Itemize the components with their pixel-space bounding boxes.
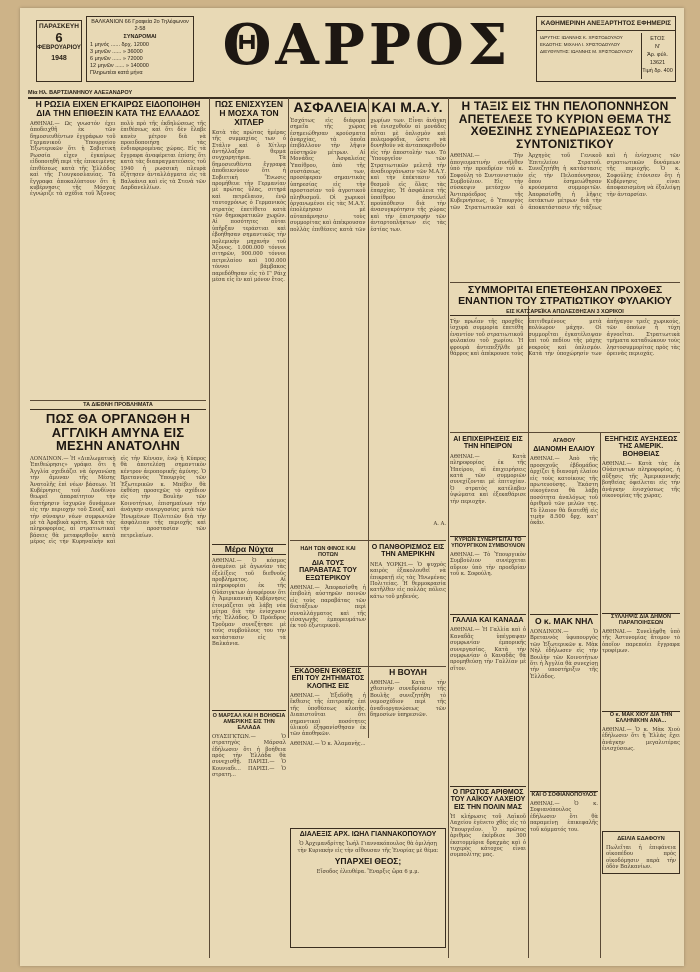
article-body: ΑΘΗΝΑΙ.— Ὁ κ. Ἀλαμανὴς... — [290, 740, 366, 747]
article-body: ΑΘΗΝΑΙ.— Ἀπὸ τῆς προσεχοῦς ἑβδομάδος ἀρχίζει ἡ διανομὴ ἐλαίου εἰς τοὺς κατοίκους τῆς πρωτευούσης. Ἑκάστη οἰκογένεια θὰ λάβῃ ποσότητα ἀναλόγως τοῦ ἀριθμοῦ τῶν μελῶν της. Τὸ ἔλαιον θὰ διατεθῇ εἰς τιμὴν 8.500 δρχ. κατ' ὀκᾶν. — [530, 456, 598, 527]
headline: ΑΣΦΑΛΕΙΑ ΚΑΙ Μ.Α.Υ. — [293, 100, 443, 115]
article-body: ΑΘΗΝΑΙ.— Κατὰ τὰς ἐκ Οὐάσιγκτων πληροφορίας, ἡ αὔξησις τῆς Ἀμερικανικῆς βοηθείας ὀφείλεται εἰς τὴν ἀνάγκην ἐνισχύσεως τῆς οἰκονομίας τῆς χώρας. — [602, 461, 680, 500]
divider — [290, 540, 446, 541]
article-body: ΛΟΝΔΙΝΟΝ.— Ὁ Βρεταννὸς ὑφυπουργὸς τῶν Ἐξωτερικῶν κ. Μὰκ Νὴλ ἐδήλωσεν εἰς τὴν Βουλὴν τῶν Κοινοτήτων ὅτι ἡ Ἀγγλία θὰ συνεχίσῃ τὴν ὑποστήριξιν τῆς Ἑλλάδος. — [530, 628, 598, 680]
signoff: Α. Α. — [433, 520, 446, 527]
subheadline: ΕΙΣ ΚΑΤΣΑΡΕΪΚΑ ΑΠΩΛΕΣΘΗΣΑΝ 3 ΧΩΡΙΚΟΙ — [450, 309, 680, 316]
article-body: ΑΘΗΝΑΙ.— Ὁ κόσμος ἀναμένει μὲ ἀγωνίαν τὰς ἐξελίξεις τοῦ διεθνοῦς προβλήματος. Αἱ πληροφορίαι ἐκ τῆς Οὐάσιγκτων ἀναφέρουν ὅτι ἡ Ἀμερικανικὴ Κυβέρνησις ἑτοιμάζεται νὰ λάβῃ νέα μέτρα διὰ τὴν ἐνίσχυσιν τῆς Ἑλλάδος. Ὁ Πρόεδρος Τροῦμαν συνεζήτησε μὲ τοὺς συμβούλους του τὴν κατάστασιν εἰς τὰ Βαλκάνια. — [212, 557, 286, 647]
headline: ΑΙ ΕΠΙΧΕΙΡΗΣΕΙΣ ΕΙΣ ΤΗΝ ΗΠΕΙΡΟΝ — [453, 436, 523, 451]
staff-line: ΔΙΕΥΘΥΝΤΗΣ: ΙΩΑΝΝΗΣ Μ. ΧΡΙΣΤΟΔΟΥΛΟΥ — [540, 49, 633, 54]
headline: ΠΩΣ ΘΑ ΟΡΓΑΝΩΘΗ Η ΑΓΓΛΙΚΗ ΑΜΥΝΑ ΕΙΣ ΜΕΣΗΝ ΑΝΑΤΟΛΗΝ — [45, 411, 191, 454]
article-russia — [30, 100, 206, 400]
article-moscow-hitler — [212, 100, 286, 960]
column-rule — [288, 98, 289, 738]
article-parliament — [370, 668, 446, 818]
article-america-cold — [370, 544, 446, 664]
kicker: ΤΑ ΔΙΕΘΝΗ ΠΡΟΒΛΗΜΑΤΑ — [30, 402, 206, 410]
classified-ad — [602, 831, 680, 874]
subheadline: Ο κ. ΜΑΚ ΧΙΟΥ ΔΙΑ ΤΗΝ ΕΛΛΗΝΙΚΗΝ ΑΝΑ... — [602, 711, 680, 724]
article-body: ΑΘΗΝΑΙ.— Ἡ Γαλλία καὶ ὁ Καναδᾶς ὑπέγραψαν συμφωνίαν ἐμπορικῆς συνεργασίας. Κατὰ τὴν συμφωνίαν ὁ Καναδᾶς θὰ προμηθεύσῃ τὴν Γαλλίαν μὲ σῖτον. — [450, 627, 526, 672]
kicker: ΑΓΑΘΟΥ — [552, 438, 576, 444]
article-body: ΝΕΑ ΥΟΡΚΗ.— Ὁ ψυχρὸς καιρὸς ἐξακολουθεῖ νὰ ἐπικρατῇ εἰς τὰς Ἡνωμένας Πολιτείας. Ἡ θερμοκρασία κατῆλθεν εἰς πολλὰς πόλεις κάτω τοῦ μηδενός. — [370, 561, 446, 600]
column-rule — [209, 98, 210, 958]
article-body: ΑΘΗΝΑΙ.— Ως γνωστόν έχει ἀποδειχθῆ ἐκ τῶν δημοσιευθέντων ἐγγράφων τοῦ Γερμανικοῦ Ὑπουργείου Ἐξωτερικῶν ὅτι ἡ Σοβιετική Ρωσσία εἶχεν ἐγκαίρως εἰδοποιηθῆ περὶ τῆς ἐπικειμένης ἐπιθέσεως κατὰ τῆς Ἑλλάδος καὶ τῆς Γιουγκοσλαυΐας. Τὰ ἔγγραφα ἀποκαλύπτουν ὅτι ἡ κυβέρνησις τῆς Μόσχας ἐγνώριζε τὰ σχέδια τοῦ Ἄξονος πολὺ πρὸ τῆς ἐκδηλώσεως τῆς ἐπιθέσεως καὶ ὅτι δὲν ἔλαβε κανὲν μέτρον διὰ νὰ προειδοποιήσῃ τὰς ἐνδιαφερομένας χώρας. Εἰς τὰ ἔγγραφα ἀναφέρεται ἐπίσης ὅτι κατὰ τὰς διαπραγματεύσεις τοῦ 1940 ἡ ρωσσικὴ πλευρὰ ἐζήτησεν ἀνταλλάγματα εἰς τὰ Βαλκάνια καὶ εἰς τὰ Στενὰ τῶν Δαρδανελλίων. — [30, 120, 206, 198]
headline: ΕΞΗΓΗΣΙΣ ΑΥΞΗΣΕΩΣ ΤΗΣ ΑΜΕΡΙΚ. ΒΟΗΘΕΙΑΣ — [604, 436, 678, 458]
article-body: ΑΘΗΝΑΙ.— Τὴν ἀπογευματινὴν συνῆλθεν ὑπὸ τὴν προεδρίαν τοῦ κ. Σοφούλη τὸ Συντονιστικὸν Συμβούλιον. Εἰς τὴν σύσκεψιν μετέσχον ὁ Ἀντιπρόεδρος τῆς Κυβερνήσεως, ὁ Ὑπουργὸς τῶν Στρατιωτικῶν καὶ ὁ Ἀρχηγὸς τοῦ Γενικοῦ Ἐπιτελείου Στρατοῦ. Συνεζητήθη ἡ κατάστασις εἰς τὴν Πελοπόννησον, ὅπου ἐσημειώθησαν κρούσματα συμμοριτῶν. Ἀπεφασίσθη ἡ λῆψις ἐκτάκτων μέτρων διὰ τὴν ἀποκατάστασιν τῆς τάξεως καὶ ἡ ἐνίσχυσις τῶν στρατιωτικῶν δυνάμεων τῆς περιοχῆς. Ὁ κ. Σοφούλης ἐτόνισεν ὅτι ἡ Κυβέρνησις εἶναι ἀποφασισμένη νὰ ἐξαλείψῃ τὴν ἀνταρσίαν. — [450, 153, 680, 211]
section-kicker: Μέρα Νύχτα — [212, 544, 286, 555]
article-body: Τὴν πρωΐαν τῆς προχθὲς ἰσχυρὰ συμμορία ἐπετέθη ἐναντίον τοῦ στρατιωτικοῦ φυλακίου τοῦ χωρίου. Ἡ φρουρὰ ἀντεπεξῆλθε μὲ θάρρος καὶ ἀπέκρουσε τοὺς ἐπιτιθεμένους μετὰ πολύωρον μάχην. Οἱ συμμορῖται ἐγκατέλειψαν ἐπὶ τοῦ πεδίου τῆς μάχης νεκροὺς καὶ ὁπλισμόν. Κατὰ τὴν ὑποχώρησίν των ἀπήγαγον τρεῖς χωρικούς, τῶν ὁποίων ἡ τύχη ἀγνοεῖται. Στρατιωτικὰ τμήματα καταδιώκουν τοὺς ληστοσυμμορίτας πρὸς τὰς ὀρεινὰς περιοχάς. — [450, 319, 680, 358]
ad-title: ΔΕΙΛΙΑ ΕΔΑΦΟΥΝ — [617, 836, 665, 843]
notice-body: Ὁ Ἀρχιμανδρίτης Ἰωὴλ Γιαννακόπουλος θὰ ὁμιλήσῃ τὴν Κυριακὴν εἰς τὴν αἴθουσαν τῆς Ἐνορίας μὲ θέμα: — [297, 841, 439, 854]
article-body: Κατὰ τὰς πρώτας ἡμέρας τῆς συμμαχίας των ὁ Στάλιν καὶ ὁ Χίτλερ ἀντήλλαξαν θερμὰ συγχαρητήρια. Τὰ δημοσιευθέντα ἔγγραφα ἀποδεικνύουν ὅτι ἡ Σοβιετικὴ Ἕνωσις προμήθευε τὴν Γερμανίαν μὲ πρώτας ὕλας, σιτηρά καὶ πετρέλαιον, ἐνῷ ταυτοχρόνως ὁ Γερμανικὸς στρατὸς ἐπετίθετο κατὰ τῶν δημοκρατικῶν χωρῶν. Αἱ ποσότητες αὗται ὑπῆρξαν τεράστιαι καὶ ἐβοήθησαν σημαντικῶς τὴν πολεμικὴν μηχανὴν τοῦ Ἄξονος. 1.000.000 τόννοι σιτηρῶν, 900.000 τόννοι πετρελαίου καὶ 100.000 τόννοι βάμβακος παρεδόθησαν εἰς τὸ Γ' Ράιχ μέσα εἰς ἓν καὶ μόνον ἔτος. — [212, 129, 286, 284]
column-rule — [448, 98, 449, 958]
tagline: ΚΑΘΗΜΕΡΙΝΗ ΑΝΕΞΑΡΤΗΤΟΣ ΕΦΗΜΕΡΙΣ — [537, 17, 675, 31]
subheadline: ΣΥΛΛΗΨΙΣ ΔΙΑ ΔΗΜΟΝ ΠΑΡΑΠΟΙΗΣΕΩΝ — [602, 613, 680, 626]
price-line: Ν' — [654, 44, 661, 50]
subscription-line: 1 μηνός ...... δρχ. 12000 — [90, 42, 149, 48]
day-number: 6 — [55, 30, 63, 45]
publisher-box — [536, 16, 676, 82]
article-peloponnese — [450, 100, 680, 280]
article-body: Ἐσχάτως εἰς διάφορα σημεῖα τῆς χώρας ἐσημειώθησαν κρούσματα ἀναρχίας, τὰ ὁποῖα ἐπιβάλλουν τὴν λῆψιν αὐστηρῶν μέτρων. Αἱ Μονάδες Ἀσφαλείας Ὑπαίθρου, ἀπὸ τῆς συστάσεως των, προσέφεραν σημαντικὰς ὑπηρεσίας εἰς τὴν προστασίαν τοῦ ἀγροτικοῦ πληθυσμοῦ. Οἱ χωρικοὶ ὀργανωμένοι εἰς τὰς Μ.Α.Υ. ἐπολέμησαν μὲ αὐταπάρνησιν τοὺς συμμορίτας καὶ ἀπέκρουσαν πολλὰς ἐπιθέσεις κατὰ τῶν χωρίων των. Εἶναι ἀνάγκη νὰ ἐνισχυθοῦν αἱ μονάδες αὗται μὲ ὁπλισμὸν καὶ πολεμοφόδια, ὥστε νὰ δυνηθοῦν νὰ ἀνταποκριθοῦν εἰς τὴν ἀποστολήν των. Τὸ Ὑπουργεῖον τῶν Στρατιωτικῶν μελετᾷ τὴν ἀναδιοργάνωσιν τῶν Μ.Α.Υ. καὶ τὴν ἐπέκτασιν τοῦ θεσμοῦ εἰς ὅλας τὰς ἐπαρχίας. Ἡ ἀσφάλεια τῆς ὑπαίθρου ἀποτελεῖ προϋπόθεσιν διὰ τὴν ἀνασυγκρότησιν τῆς χώρας καὶ τὴν ἐπιστροφὴν τῶν ἀνταρτοπλήκτων εἰς τὰς ἑστίας των. — [290, 117, 446, 233]
article-epirus — [450, 436, 526, 612]
date-box — [36, 20, 82, 82]
article-body: ΛΟΝΔΙΝΟΝ.— Ἡ «Διπλωματικὴ Ἐπιθεώρησις» γράφει ὅτι ἡ Ἀγγλία σχεδιάζει νὰ ὀργανώσῃ τὴν ἄμυναν τῆς Μέσης Ἀνατολῆς ἐπὶ νέων βάσεων. Ἡ Κυβέρνησις τοῦ Λονδίνου θεωρεῖ ἀπαραίτητον τὴν διατήρησιν ἰσχυρῶν δυνάμεων εἰς τὴν περιοχὴν τοῦ Σουέζ καὶ τὴν σύναψιν νέων συμφωνιῶν μὲ τὰ Ἀραβικὰ κράτη. Κατὰ τὰς πληροφορίας, αἱ στρατιωτικαὶ βάσεις θὰ μεταφερθοῦν κατὰ μέρος εἰς τὴν Κυρηναϊκὴν καὶ εἰς τὴν Κένυαν, ἐνῷ ἡ Κύπρος θὰ ἀποτελέσῃ σημαντικὸν κέντρον ἀεροπορικῆς ἀμύνης. Ὁ Βρεταννὸς Ὑπουργὸς τῶν Ἐξωτερικῶν κ. Μπέβιν θὰ ἐκθέσῃ προσεχῶς τὸ σχέδιον εἰς τὴν Βουλὴν τῶν Κοινοτήτων, ἐπισημαίνων τὴν ἀνάγκην συνεργασίας μετὰ τῶν Ἡνωμένων Πολιτειῶν διὰ τὴν ἀσφάλειαν τῆς περιοχῆς καὶ τὴν προστασίαν τῶν πετρελαίων. — [30, 455, 206, 546]
column-rule — [600, 432, 601, 958]
article-english-defense — [30, 402, 206, 962]
subscription-line: 12 μηνῶν ...... » 140000 — [90, 63, 149, 69]
article-body: ΑΘΗΝΑΙ.— Ἀπεφασίσθη ἡ ἐπιβολὴ αὐστηρῶν ποινῶν εἰς τοὺς παραβάτας τῶν διατάξεων περὶ συναλλάγματος καὶ τῆς εἰσαγωγῆς ἐμπορευμάτων ἐκ τοῦ ἐξωτερικοῦ. — [290, 585, 366, 630]
article-body: ΑΘΗΝΑΙ.— Συνελήφθη ὑπὸ τῆς Ἀστυνομίας ἄτομον τὸ ὁποῖον παρεποίει ἔγγραφα τροφίμων. — [602, 629, 680, 655]
divider — [30, 400, 206, 401]
article-body: ΑΘΗΝΑΙ.— Κατὰ τὴν χθεσινὴν συνεδρίασιν τῆς Βουλῆς συνεζητήθη τὸ νομοσχέδιον περὶ τῆς ἀναδιοργανώσεως τῶν δημοσίων ὑπηρεσιῶν. — [370, 679, 446, 718]
headline: ΔΙΑΝΟΜΗ ΕΛΑΙΟΥ — [533, 446, 595, 453]
headline: Ο ΠΡΩΤΟΣ ΑΡΙΘΜΟΣ ΤΟΥ ΛΑΪΚΟΥ ΛΑΧΕΙΟΥ ΕΙΣ ΤΗΝ ΠΟΛΙΝ ΜΑΣ — [450, 786, 526, 811]
article-body: ΑΘΗΝΑΙ.— Τὸ Ὑπουργικὸν Συμβούλιον συνέρχεται αὔριον ὑπὸ τὴν προεδρίαν τοῦ κ. Σοφούλη. — [450, 551, 526, 577]
price-box — [641, 33, 673, 79]
subscription-line: Πληρωτέαι κατά μήνα — [90, 70, 143, 76]
headline: ΣΥΜΜΟΡΙΤΑΙ ΕΠΕΤΕΘΗΣΑΝ ΠΡΟΧΘΕΣ ΕΝΑΝΤΙΟΝ ΤΟΥ ΣΤΡΑΤΙΩΤΙΚΟΥ ΦΥΛΑΚΙΟΥ — [458, 285, 672, 308]
subscription-line: 3 μηνῶν ...... » 36000 — [90, 49, 143, 55]
headline: Η ΡΩΣΙΑ ΕΙΧΕΝ ΕΓΚΑΙΡΩΣ ΕΙΔΟΠΟΙΗΘΗ ΔΙΑ ΤΗΝ ΕΠΙΘΕΣΙΝ ΚΑΤΑ ΤΗΣ ΕΛΛΑΔΟΣ — [35, 100, 201, 118]
article-france-canada — [450, 614, 526, 784]
day-of-week: ΠΑΡΑΣΚΕΥΗ — [39, 23, 79, 30]
newspaper-title: ΘΑΡΡΟΣ — [222, 12, 512, 78]
subscription-box — [86, 16, 194, 82]
subheadline: ΚΑΙ Ο ΣΟΦΙΑΝΟΠΟΥΛΟΣ — [531, 791, 597, 798]
address-line: Μία Ηλ. ΒΑΡΤΣΙΑΝΗΝΟΥ ΑΛΕΞΑΝΔΡΟΥ — [28, 90, 676, 99]
headline: Ο ΠΑΝΘΟΡΙΣΜΟΣ ΕΙΣ ΤΗΝ ΑΜΕΡΙΚΗΝ — [371, 544, 445, 559]
notice-title: ΔΙΑΛΕΞΙΣ ΑΡΧ. ΙΩΗΛ ΓΙΑΝΝΑΚΟΠΟΥΛΟΥ — [299, 831, 437, 838]
subscription-title: ΣΥΝΔΡΟΜΑΙ — [123, 34, 157, 40]
ad-body: Πωλεῖται ἡ ἐπιφάνεια οἰκοπέδου πρὸς οἰκοδόμησιν παρὰ τὴν ὁδὸν Βαλκανίων. — [606, 845, 676, 871]
article-body: ΑΘΗΝΑΙ.— Ἐξεδόθη ἡ ἔκθεσις τῆς ἐπιτροπῆς ἐπὶ τῆς ὑποθέσεως κλοπῆς. Διαπιστοῦται ὅτι σημαντικαὶ ποσότητες ὑλικοῦ ἐξηφανίσθησαν ἐκ τῶν ἀποθηκῶν. — [290, 693, 366, 738]
divider — [290, 666, 446, 667]
article-body: ΟΥΑΣΙΓΚΤΩΝ.— Ὁ στρατηγὸς Μάρσαλ ἐδήλωσεν ὅτι ἡ βοήθεια πρὸς τὴν Ἑλλάδα θὰ συνεχισθῇ. ΠΑΡΙΣΙ.— Ὁ Κουνιαδι... ΠΑΡΙΣΙ.— Ὁ στρατη... — [212, 733, 286, 779]
subscription-line: 6 μηνῶν ...... » 72000 — [90, 56, 143, 62]
article-lottery — [450, 786, 526, 956]
article-security — [290, 100, 446, 540]
headline: ΓΑΛΛΙΑ ΚΑΙ ΚΑΝΑΔΑ — [450, 614, 526, 624]
article-outpost-attack — [450, 285, 680, 430]
divider — [450, 432, 680, 433]
office-info: ΒΑΛΚΑΝΙΩΝ 66 Γραφεία 2ο Τηλέφωνον 2-58 — [91, 19, 189, 32]
article-violators — [290, 544, 366, 664]
article-body: Ἡ κλήρωσις τοῦ Λαϊκοῦ Λαχείου ἐγένετο χθὲς εἰς τὸ Ὑπουργεῖον. Ὁ πρῶτος ἀριθμὸς ἐκέρδισε 300 ἑκατομμύρια δραχμὰς καὶ ὁ τυχερὸς κάτοχος εἶναι συμπολίτης μας. — [450, 814, 526, 859]
price-line: ΕΤΟΣ — [650, 36, 665, 42]
staff-line: ΕΚΔΟΤΗΣ: ΜΙΧΑΗΛ Ι. ΧΡΙΣΤΟΔΟΥΛΟΥ — [540, 42, 621, 47]
headline: ΕΚΔΟΘΕΝ ΕΚΘΕΣΙΣ ΕΠΙ ΤΟΥ ΖΗΤΗΜΑΤΟΣ ΚΛΟΠΗΣ ΕΙΣ — [291, 668, 365, 690]
article-american-aid — [602, 436, 680, 956]
article-theft-report — [290, 668, 366, 818]
lecture-notice — [290, 828, 446, 948]
notice-footer: Εἴσοδος ἐλευθέρα. Ἔναρξις ὥρα 6 μ.μ. — [316, 869, 420, 876]
headline: ΔΙΑ ΤΟΥΣ ΠΑΡΑΒΑΤΑΣ ΤΟΥ ΕΞΩΤΕΡΙΚΟΥ — [299, 560, 357, 582]
headline: Η ΤΑΞΙΣ ΕΙΣ ΤΗΝ ΠΕΛΟΠΟΝΝΗΣΟΝ ΑΠΕΤΕΛΕΣΕ ΤΟ ΚΥΡΙΟΝ ΘΕΜΑ ΤΗΣ ΧΘΕΣΙΝΗΣ ΣΥΝΕΔΡΙΑΣΕΩΣ ΤΟΥ ΣΥΝΤΟΝΙΣΤΙΚΟΥ — [458, 100, 672, 151]
subheadline: ΚΥΡΙΩΝ ΣΥΝΕΡΓΕΙΤΑΙ ΤΟ ΥΠΟΥΡΓΙΚΟΝ ΣΥΜΒΟΥΛΙΟΝ — [451, 536, 525, 549]
headline: ΠΩΣ ΕΝΙΣΧΥΣΕΝ Η ΜΟΣΧΑ ΤΟΝ ΧΙΤΛΕΡ — [215, 100, 283, 127]
headline: Η ΒΟΥΛΗ — [389, 668, 427, 677]
kicker: ΗΔΗ ΤΩΝ ΦΙΝΟΣ ΚΑΙ ΠΟΤΩΝ — [300, 546, 356, 558]
article-body: ΑΘΗΝΑΙ.— Κατὰ πληροφορίας ἐκ τῆς Ἠπείρου, αἱ ἐπιχειρήσεις κατὰ τῶν συμμοριῶν συνεχίζονται μὲ ἐπιτυχίαν. Ὁ στρατὸς κατέλαβεν ὑψώματα καὶ ἐξεκαθάρισε τὴν περιοχήν. — [450, 453, 526, 505]
month: ΦΕΒΡΟΥΑΡΙΟΥ — [37, 45, 81, 51]
divider — [450, 282, 680, 283]
staff-line: ΙΔΡΥΤΗΣ: ΙΩΑΝΝΗΣ Κ. ΧΡΙΣΤΟΔΟΥΛΟΥ — [540, 35, 623, 40]
masthead — [28, 14, 676, 90]
year: 1948 — [51, 55, 67, 62]
subheadline: Ο ΜΑΡΣΑΛ ΚΑΙ Η ΒΟΗΘΕΙΑ ΑΜΕΡΙΚΗΣ ΕΙΣ ΤΗΝ ΕΛΛΑΔΑ — [212, 710, 286, 731]
article-body: ΑΘΗΝΑΙ.— Ὁ κ. Μὰκ Χιοὺ ἐδήλωσεν ὅτι ἡ Ἑλλὰς ἔχει ἀνάγκην μεγαλυτέρας ἐνισχύσεως. — [602, 727, 680, 753]
price-line: Άρ. φύλ. 13621 — [647, 52, 668, 66]
article-body: ΑΘΗΝΑΙ.— Ὁ κ. Σοφιανόπουλος ἐδήλωσεν ὅτι θὰ παραμείνῃ ἐπικεφαλῆς τοῦ κόμματός του. — [530, 800, 598, 833]
price-line: Τιμή δρ. 400 — [642, 68, 673, 74]
headline: Ο κ. ΜΑΚ ΝΗΛ — [530, 614, 598, 626]
article-oil-distribution — [530, 436, 598, 612]
notice-theme: ΥΠΑΡΧΕΙ ΘΕΟΣ; — [334, 856, 402, 867]
article-mac-neil — [530, 614, 598, 956]
